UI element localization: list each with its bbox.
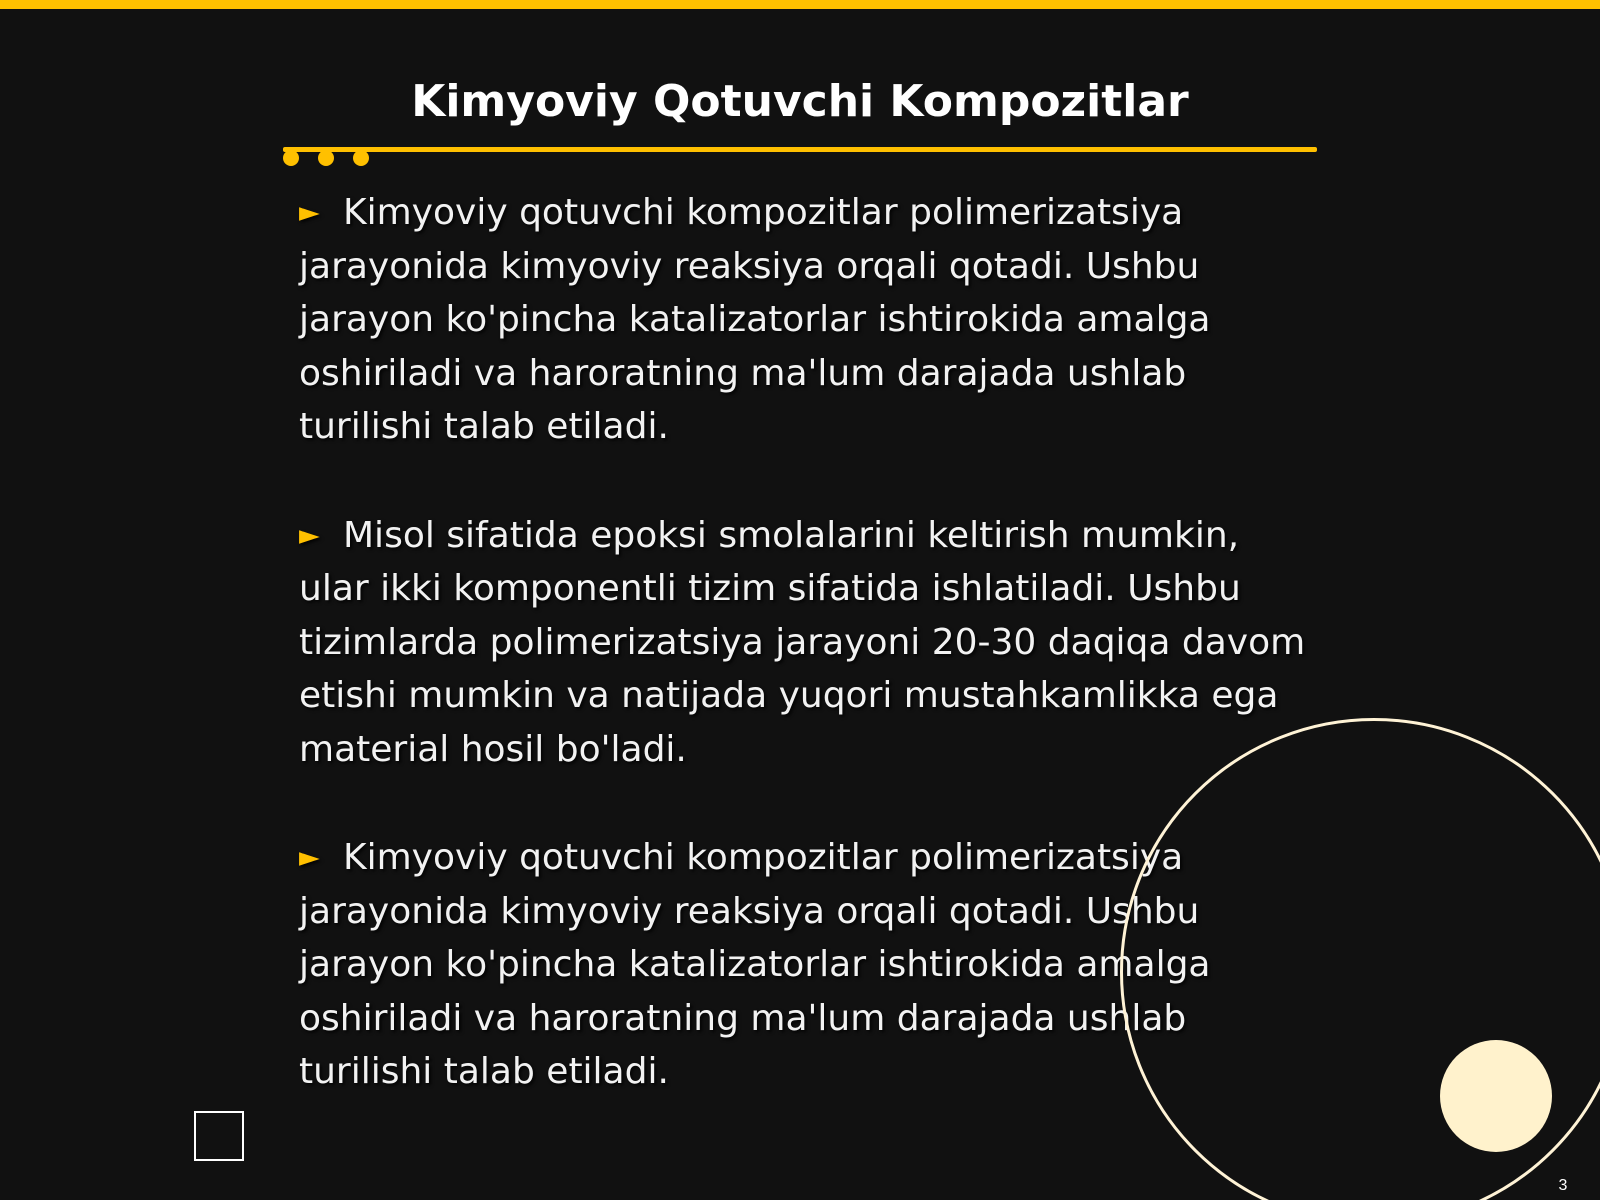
bullet-text: Kimyoviy qotuvchi kompozitlar polimerizatsiya jarayonida kimyoviy reaksiya orqali qotadi. Ushbu jarayon ko'pincha katalizatorlar ishtirokida amalga oshiriladi va haroratning ma'lum darajada ushlab turilishi talab etiladi. xyxy=(299,837,1211,1092)
triangle-bullet-icon: ► xyxy=(299,197,320,228)
page-number: 3 xyxy=(1558,1177,1568,1194)
bullet-text: Misol sifatida epoksi smolalarini keltirish mumkin, ular ikki komponentli tizim sifatida ishlatiladi. Ushbu tizimlarda polimerizatsiya jarayoni 20-30 daqiqa davom etishi mumkin va natijada yuqori mustahkamlikka ega material hosil bo'ladi. xyxy=(299,514,1306,770)
accent-dot xyxy=(353,150,369,166)
accent-dot xyxy=(318,150,334,166)
decorative-circle-filled xyxy=(1440,1040,1552,1152)
bullet-text: Kimyoviy qotuvchi kompozitlar polimerizatsiya jarayonida kimyoviy reaksiya orqali qotadi. Ushbu jarayon ko'pincha katalizatorlar ishtirokida amalga oshiriladi va haroratning ma'lum darajada ushlab turilishi talab etiladi. xyxy=(299,192,1211,447)
top-accent-bar xyxy=(0,0,1600,9)
accent-dot xyxy=(283,150,299,166)
decorative-square-outline xyxy=(194,1111,244,1161)
triangle-bullet-icon: ► xyxy=(299,519,320,551)
bullet-item xyxy=(299,509,1309,777)
triangle-bullet-icon: ► xyxy=(299,842,320,873)
title-underline xyxy=(283,147,1317,152)
bullet-item xyxy=(299,186,1309,454)
slide-title: Kimyoviy Qotuvchi Kompozitlar xyxy=(411,76,1189,127)
